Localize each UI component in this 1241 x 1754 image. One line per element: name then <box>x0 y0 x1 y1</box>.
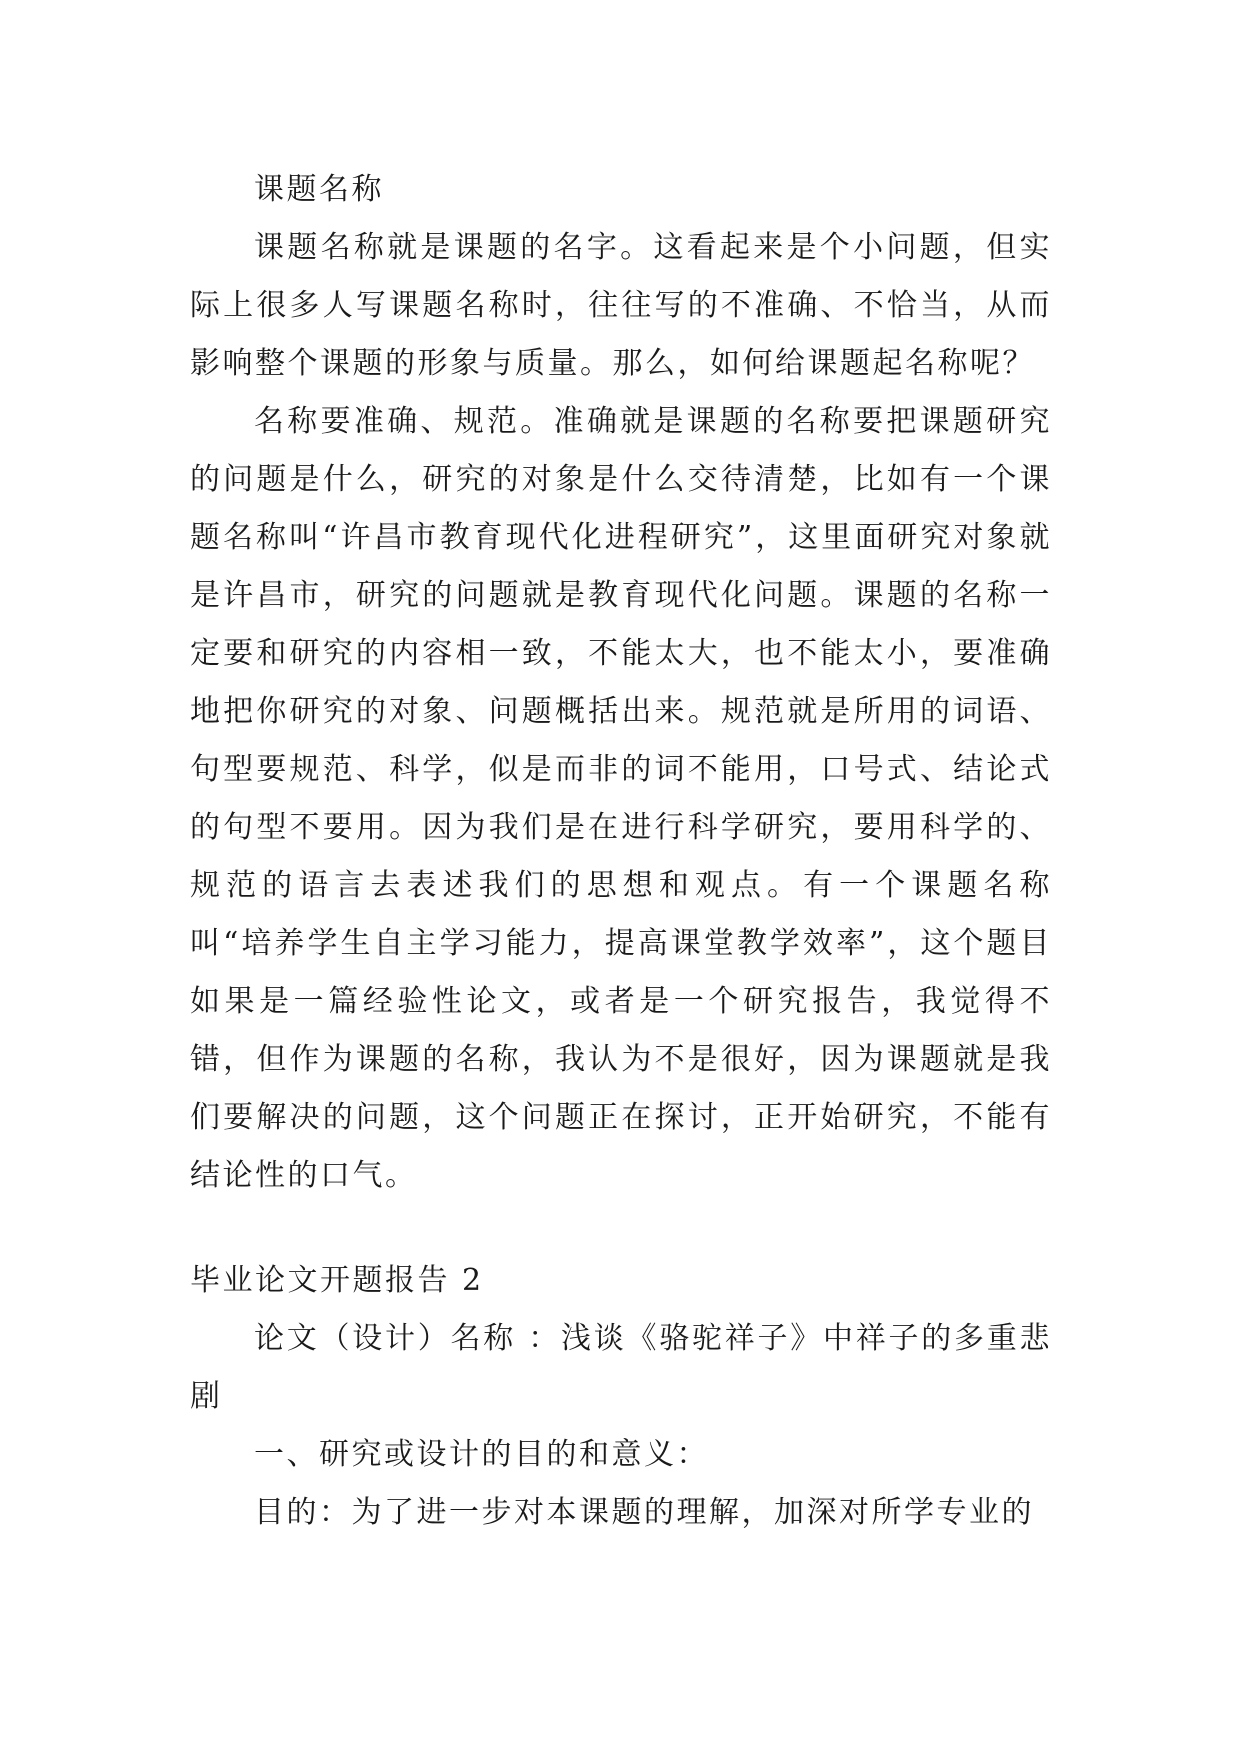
document-body <box>190 161 1052 1542</box>
paragraph-heading-topic-name: 课题名称 <box>254 172 384 207</box>
section-title: 毕业论文开题报告 2 <box>190 1263 484 1298</box>
paragraph-thesis-name: 论文（设计）名称 ：浅谈《骆驼祥子》中祥子的多重悲剧 <box>190 1321 1052 1414</box>
section-gap <box>190 1205 1052 1252</box>
paragraph-purpose-heading: 一、研究或设计的目的和意义： <box>254 1437 709 1472</box>
paragraph-intro: 课题名称就是课题的名字。这看起来是个小问题，但实际上很多人写课题名称时，往往写的不准确、不恰当，从而影响整个课题的形象与质量。那么，如何给课题起名称呢？ <box>190 230 1052 381</box>
paragraph-purpose: 目的：为了进一步对本课题的理解，加深对所学专业的 <box>254 1495 1034 1530</box>
paragraph-accuracy-norms: 名称要准确、规范。准确就是课题的名称要把课题研究的问题是什么，研究的对象是什么交待清楚，比如有一个课题名称叫“许昌市教育现代化进程研究”，这里面研究对象就是许昌市，研究的问题就是教育现代化问题。课题的名称一定要和研究的内容相一致，不能太大，也不能太小，要准确地把你研究的对象、问题概括出来。规范就是所用的词语、句型要规范、科学，似是而非的词不能用，口号式、结论式的句型不要用。因为我们是在进行科学研究，要用科学的、规范的语言去表述我们的思想和观点。有一个课题名称叫“培养学生自主学习能力，提高课堂教学效率”，这个题目如果是一篇经验性论文，或者是一个研究报告，我觉得不错，但作为课题的名称，我认为不是很好，因为课题就是我们要解决的问题，这个问题正在探讨，正开始研究，不能有结论性的口气。 <box>190 404 1052 1193</box>
